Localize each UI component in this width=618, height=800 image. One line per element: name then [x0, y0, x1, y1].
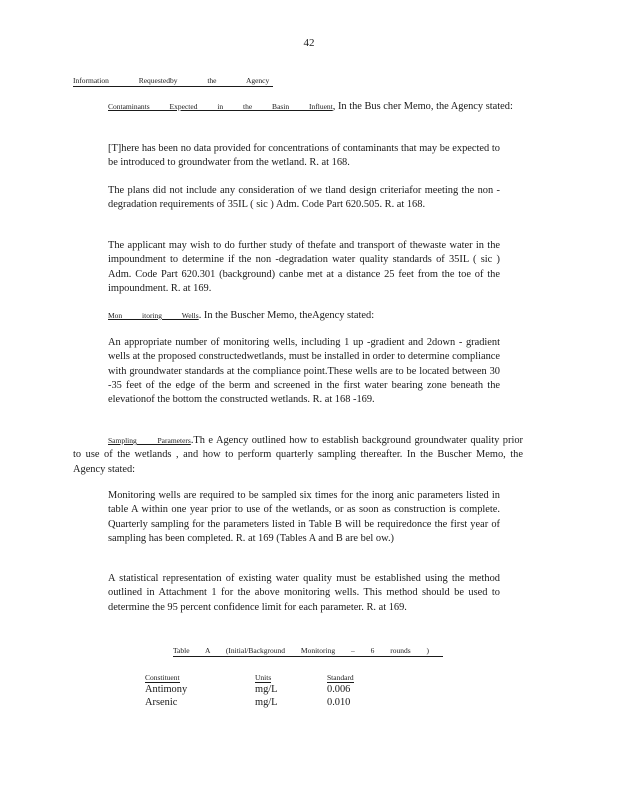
quote-6: A statistical representation of existing water quality must be established using the method outlined in Attachment 1 for the above monitoring wells. This method should be used to determine the 95 percent confidence limit for each parameter. R. at 169.: [108, 573, 500, 613]
table-header-constituent: Constituent: [145, 673, 180, 682]
section-heading: Information Requestedby the Agency: [73, 76, 273, 87]
quote-1: [T]here has been no data provided for concentrations of contaminants that may be expected to be introduced to groundwater from the wetland. R. at 168.: [108, 143, 500, 169]
monitoring-wells-paragraph: [108, 309, 500, 323]
table-row: [145, 683, 387, 696]
table-cell-standard: 0.010: [327, 697, 351, 708]
monitoring-wells-heading: Mon itoring Wells: [108, 311, 199, 320]
page-number: 42: [303, 37, 315, 49]
table-header-standard: Standard: [327, 673, 354, 682]
quote-3: The applicant may wish to do further study of thefate and transport of thewaste water in the impoundment to determine if the non -degradation water quality standards of 35IL ( sic ) Adm. Code Part 620.301 (background) canbe met at a distance 25 feet from the toe of the impoundment. R. at 169.: [108, 240, 500, 294]
table-header-row: [145, 672, 387, 683]
quote-4: An appropriate number of monitoring wells, including 1 up -gradient and 2down - gradient wells at the proposed constructedwetlands, must be installed in order to determine compliance with groundwater standards at the compliance point.These wells are to be located between 30 -35 feet of the edge of the berm and screened in the first water bearing zone beneath the elevationof the bottom the constructed wetlands. R. at 168 -169.: [108, 337, 500, 406]
table-cell-units: mg/L: [255, 697, 278, 708]
sampling-heading: Sampling Parameters: [108, 436, 191, 445]
table-cell-constituent: Antimony: [145, 684, 188, 695]
constituents-table: [145, 672, 387, 709]
contaminants-heading: Contaminants Expected in the Basin Influent: [108, 102, 333, 111]
table-header-units: Units: [255, 673, 272, 682]
table-row: [145, 696, 387, 709]
table-caption: Table A (Initial/Background Monitoring – 6 rounds ): [173, 646, 443, 657]
sampling-intro: .Th e Agency outlined how to establish background groundwater quality prior to use of the wetlands , and how to perform quarterly sampling thereafter. In the Buscher Memo, the Agency stated:: [73, 435, 524, 475]
contaminants-intro: , In the Bus cher Memo, the Agency stated:: [332, 101, 513, 112]
contaminants-paragraph: [73, 100, 523, 114]
table-cell-standard: 0.006: [327, 684, 351, 695]
table-cell-units: mg/L: [255, 684, 278, 695]
sampling-paragraph: [73, 434, 523, 477]
quote-2: The plans did not include any consideration of we tland design criteriafor meeting the non -degradation requirements of 35IL ( sic ) Adm. Code Part 620.505. R. at 168.: [108, 185, 500, 211]
quote-5: Monitoring wells are required to be sampled six times for the inorg anic parameters listed in table A within one year prior to use of the wetlands, or as soon as construction is complete. Quarterly sampling for the parameters listed in Table B will be requiredonce the first year of sampling has been completed. R. at 169 (Tables A and B are bel ow.): [108, 490, 500, 544]
monitoring-wells-intro: . In the Buscher Memo, theAgency stated:: [198, 310, 375, 321]
table-cell-constituent: Arsenic: [145, 697, 178, 708]
